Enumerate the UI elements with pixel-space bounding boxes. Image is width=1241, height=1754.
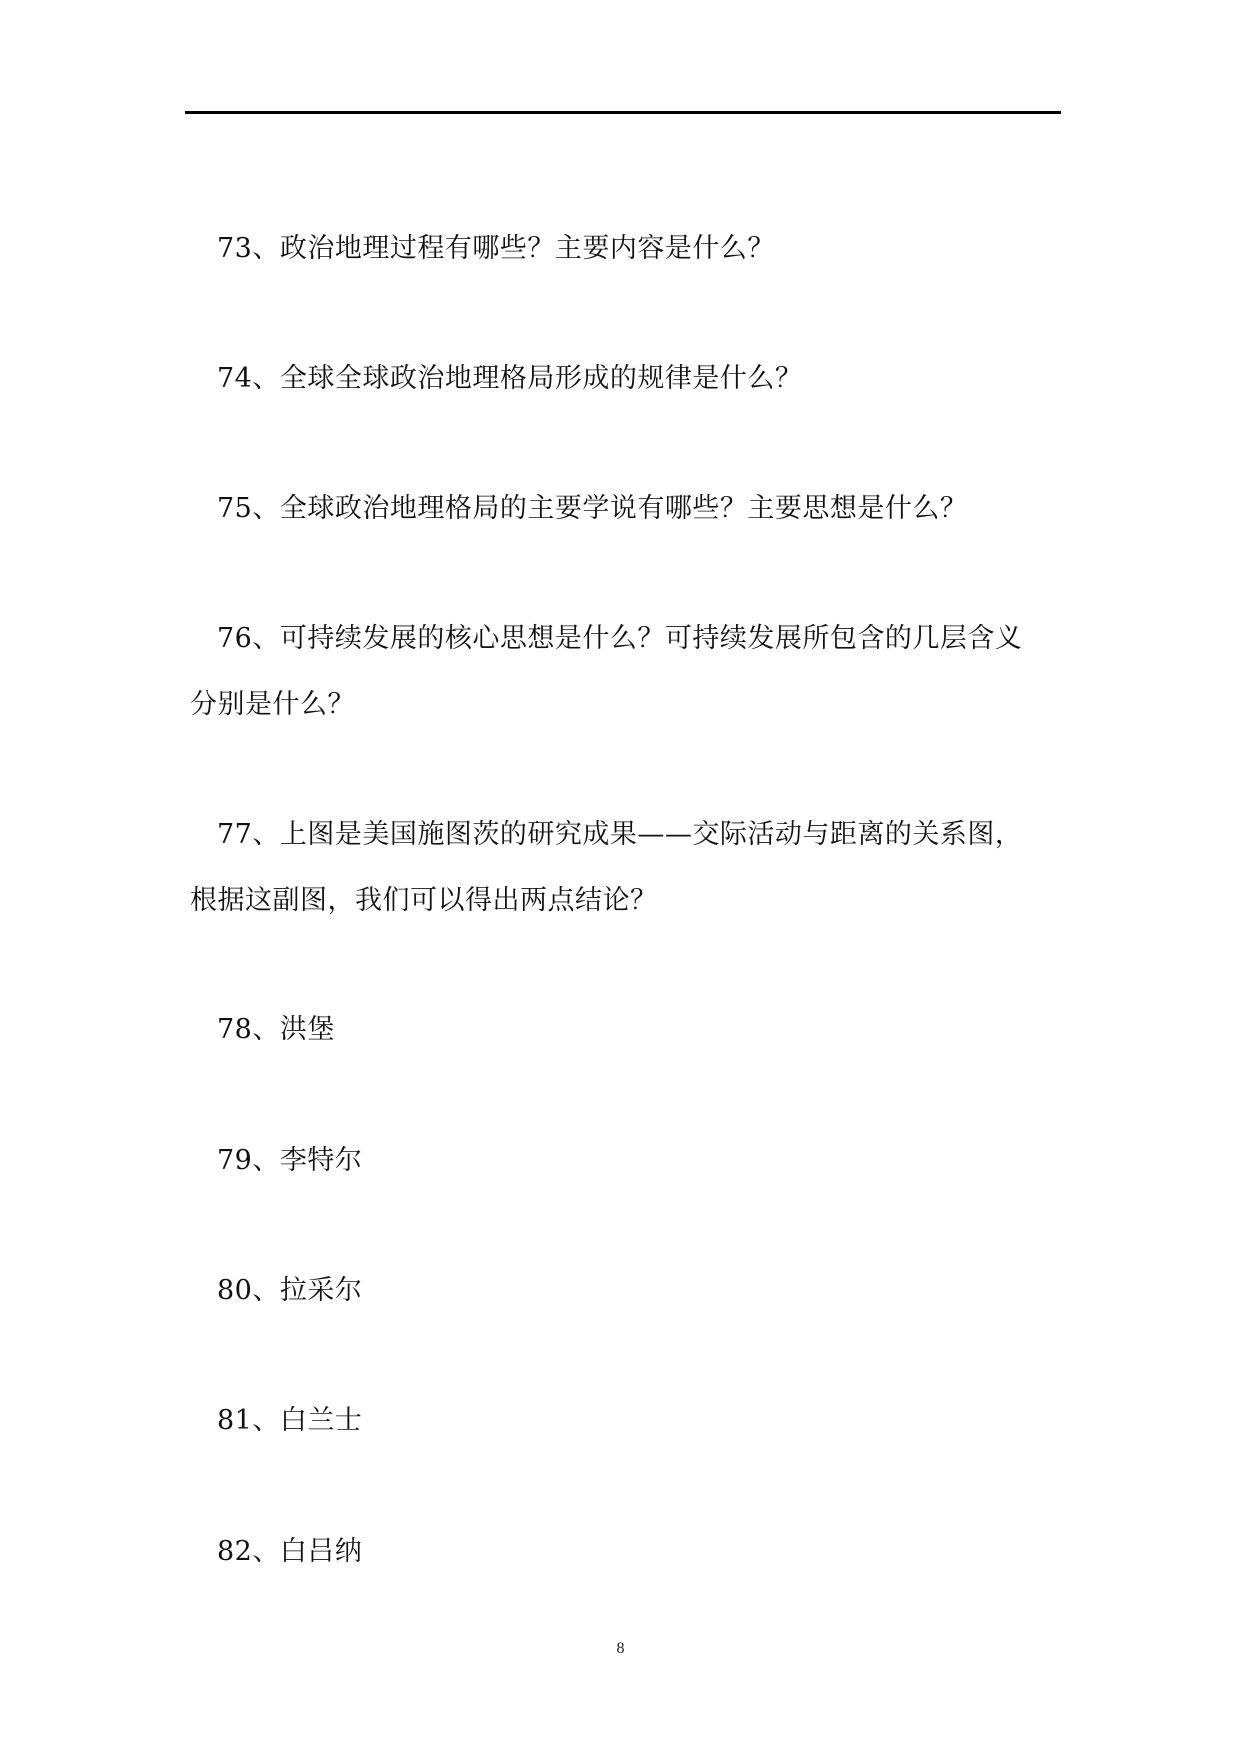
- question-text: 洪堡: [279, 1014, 335, 1045]
- page-number: 8: [616, 1640, 625, 1657]
- question-81: [190, 1388, 1060, 1454]
- question-82: [190, 1519, 1060, 1585]
- question-number: 81、: [217, 1405, 280, 1436]
- question-text: 全球政治地理格局的主要学说有哪些？主要思想是什么？: [279, 493, 968, 524]
- question-number: 79、: [217, 1145, 280, 1176]
- question-text: 白兰士: [279, 1405, 363, 1436]
- question-number: 77、: [217, 819, 280, 850]
- question-text: 政治地理过程有哪些？主要内容是什么？: [279, 233, 775, 264]
- header-rule: [185, 111, 1061, 114]
- question-number: 74、: [217, 363, 280, 394]
- question-line: [190, 346, 1060, 412]
- question-number: 75、: [217, 493, 280, 524]
- question-text: 上图是美国施图茨的研究成果——交际活动与距离的关系图，: [279, 819, 1023, 850]
- question-73: [190, 216, 1060, 282]
- question-text: 全球全球政治地理格局形成的规律是什么？: [279, 363, 803, 394]
- question-75: [190, 476, 1060, 542]
- question-line: [190, 1258, 1060, 1324]
- question-number: 73、: [217, 233, 280, 264]
- question-number: 82、: [217, 1536, 280, 1567]
- question-continuation: 根据这副图，我们可以得出两点结论？: [190, 885, 658, 916]
- question-79: [190, 1128, 1060, 1194]
- question-text: 李特尔: [279, 1145, 363, 1176]
- question-line: [190, 1388, 1060, 1454]
- question-line: [190, 1519, 1060, 1585]
- question-line: [190, 1128, 1060, 1194]
- question-74: [190, 346, 1060, 412]
- question-number: 76、: [217, 623, 280, 654]
- question-number: 78、: [217, 1014, 280, 1045]
- question-number: 80、: [217, 1275, 280, 1306]
- question-80: [190, 1258, 1060, 1324]
- question-line: [190, 476, 1060, 542]
- question-line: [190, 606, 1060, 672]
- question-line: [190, 997, 1060, 1063]
- question-text: 拉采尔: [279, 1275, 363, 1306]
- question-line: [190, 802, 1060, 868]
- question-76: [190, 606, 1060, 738]
- question-text: 可持续发展的核心思想是什么？可持续发展所包含的几层含义: [279, 623, 1023, 654]
- question-continuation: 分别是什么？: [190, 689, 355, 720]
- question-text: 白吕纳: [279, 1536, 363, 1567]
- question-77: [190, 802, 1060, 934]
- question-line: [190, 216, 1060, 282]
- question-78: [190, 997, 1060, 1063]
